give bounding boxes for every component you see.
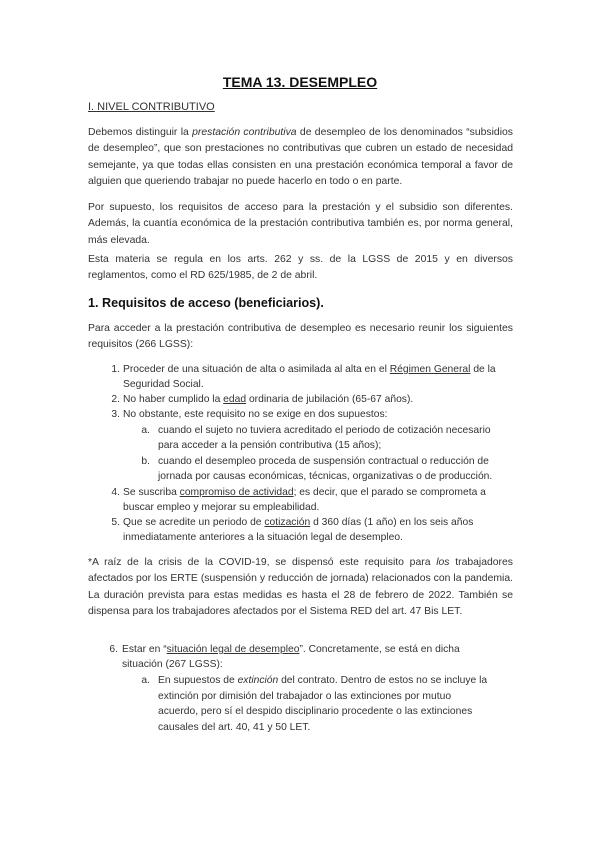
document-page: TEMA 13. DESEMPLEO I. NIVEL CONTRIBUTIVO Debemos distinguir la prestación contributiva de desempleo de los denominados “subsidios de desempleo”, que son prestaciones no contributivas que cubren un estado de necesidad semejante, ya que todas ellas consisten en una prestación económica temporal a favor de alguien que queriendo trabajar no puede hacerlo en todo o en parte. Por supuesto, los requisitos de acceso para la prestación y el subsidio son diferentes. Además, la cuantía económica de la prestación contributiva también es, por norma general, más elevada. Esta materia se regula en los arts. 262 y ss. de la LGSS de 2015 y en diversos reglamentos, como el RD 625/1985, de 2 de abril. 1. Requisitos de acceso (beneficiarios). Para acceder a la prestación contributiva de desempleo es necesario reunir los siguientes requisitos (266 LGSS): 1. Proceder de una situación de alta o asimilada al alta en el Régimen General de la Seguridad Social. 2. No haber cumplido la edad ordinaria de jubilación (65-67 años). 3. No obstante, este requisito no se exige en dos supuestos: a. cuando el sujeto no tuviera acreditado el periodo de cotización necesario para acceder a la pensión contributiva (15 años); b. cuando el desempleo proceda de suspensión contractual o reducción de jornada por causas económicas, técnicas, organizativas o de producción. 4. Se suscriba compromiso de actividad; es decir, que el parado se comprometa a buscar empleo y mejorar su empleabilidad. 5. Que se acredite un periodo de cotización d 360 días (1 año) en los seis años inmediatamente anteriores a la situación legal de desempleo. *A raíz de la crisis de la COVID-19, se dispensó este requisito para los trabajadores afectados por los ERTE (suspensión y reducción de jornada) relacionados con la pandemia. La duración prevista para estas medidas es hasta el 28 de febrero de 2022. También se dispensa para los trabajadores afectados por el Sistema RED del art. 47 Bis LET. 6. Estar en “situación legal de desempleo”. Concretamente, se está en dicha situación (267 LGSS): a. En supuestos de extinción del contrato. Dentro de estos no se incluye la extinción por dimisión del trabajador o las extinciones por mutuo acuerdo, pero sí el despido disciplinario procedente o las extinciones causales del art. 40, 41 y 50 LET. <box>0 0 600 848</box>
document-title: TEMA 13. DESEMPLEO <box>222 74 378 90</box>
section-heading: I. NIVEL CONTRIBUTIVO <box>88 101 215 113</box>
covid-note: *A raíz de la crisis de la COVID-19, se dispensó este requisito para los trabajadores afectados por los ERTE (suspensión y reducción de jornada) relacionados con la pandemia. La duración prevista para estas medidas es hasta el 28 de febrero de 2022. También se dispensa para los trabajadores afectados por el Sistema RED del art. 47 Bis LET. <box>88 557 513 618</box>
requirements-heading: 1. Requisitos de acceso (beneficiarios). <box>88 296 324 310</box>
requirements-intro: Para acceder a la prestación contributiva de desempleo es necesario reunir los siguientes requisitos (266 LGSS): <box>88 323 513 351</box>
intro-paragraph-2: Por supuesto, los requisitos de acceso para la prestación y el subsidio son diferentes. Además, la cuantía económica de la prestación contributiva también es, por norma general, más elevada. <box>88 202 513 246</box>
intro-paragraph-1: Debemos distinguir la prestación contributiva de desempleo de los denominados “subsidios de desempleo”, que son prestaciones no contributivas que cubren un estado de necesidad semejante, ya que todas ellas consisten en una prestación económica temporal a favor de alguien que queriendo trabajar no puede hacerlo en todo o en parte. <box>88 127 513 188</box>
intro-paragraph-3: Esta materia se regula en los arts. 262 y ss. de la LGSS de 2015 y en diversos reglamentos, como el RD 625/1985, de 2 de abril. <box>88 254 513 282</box>
